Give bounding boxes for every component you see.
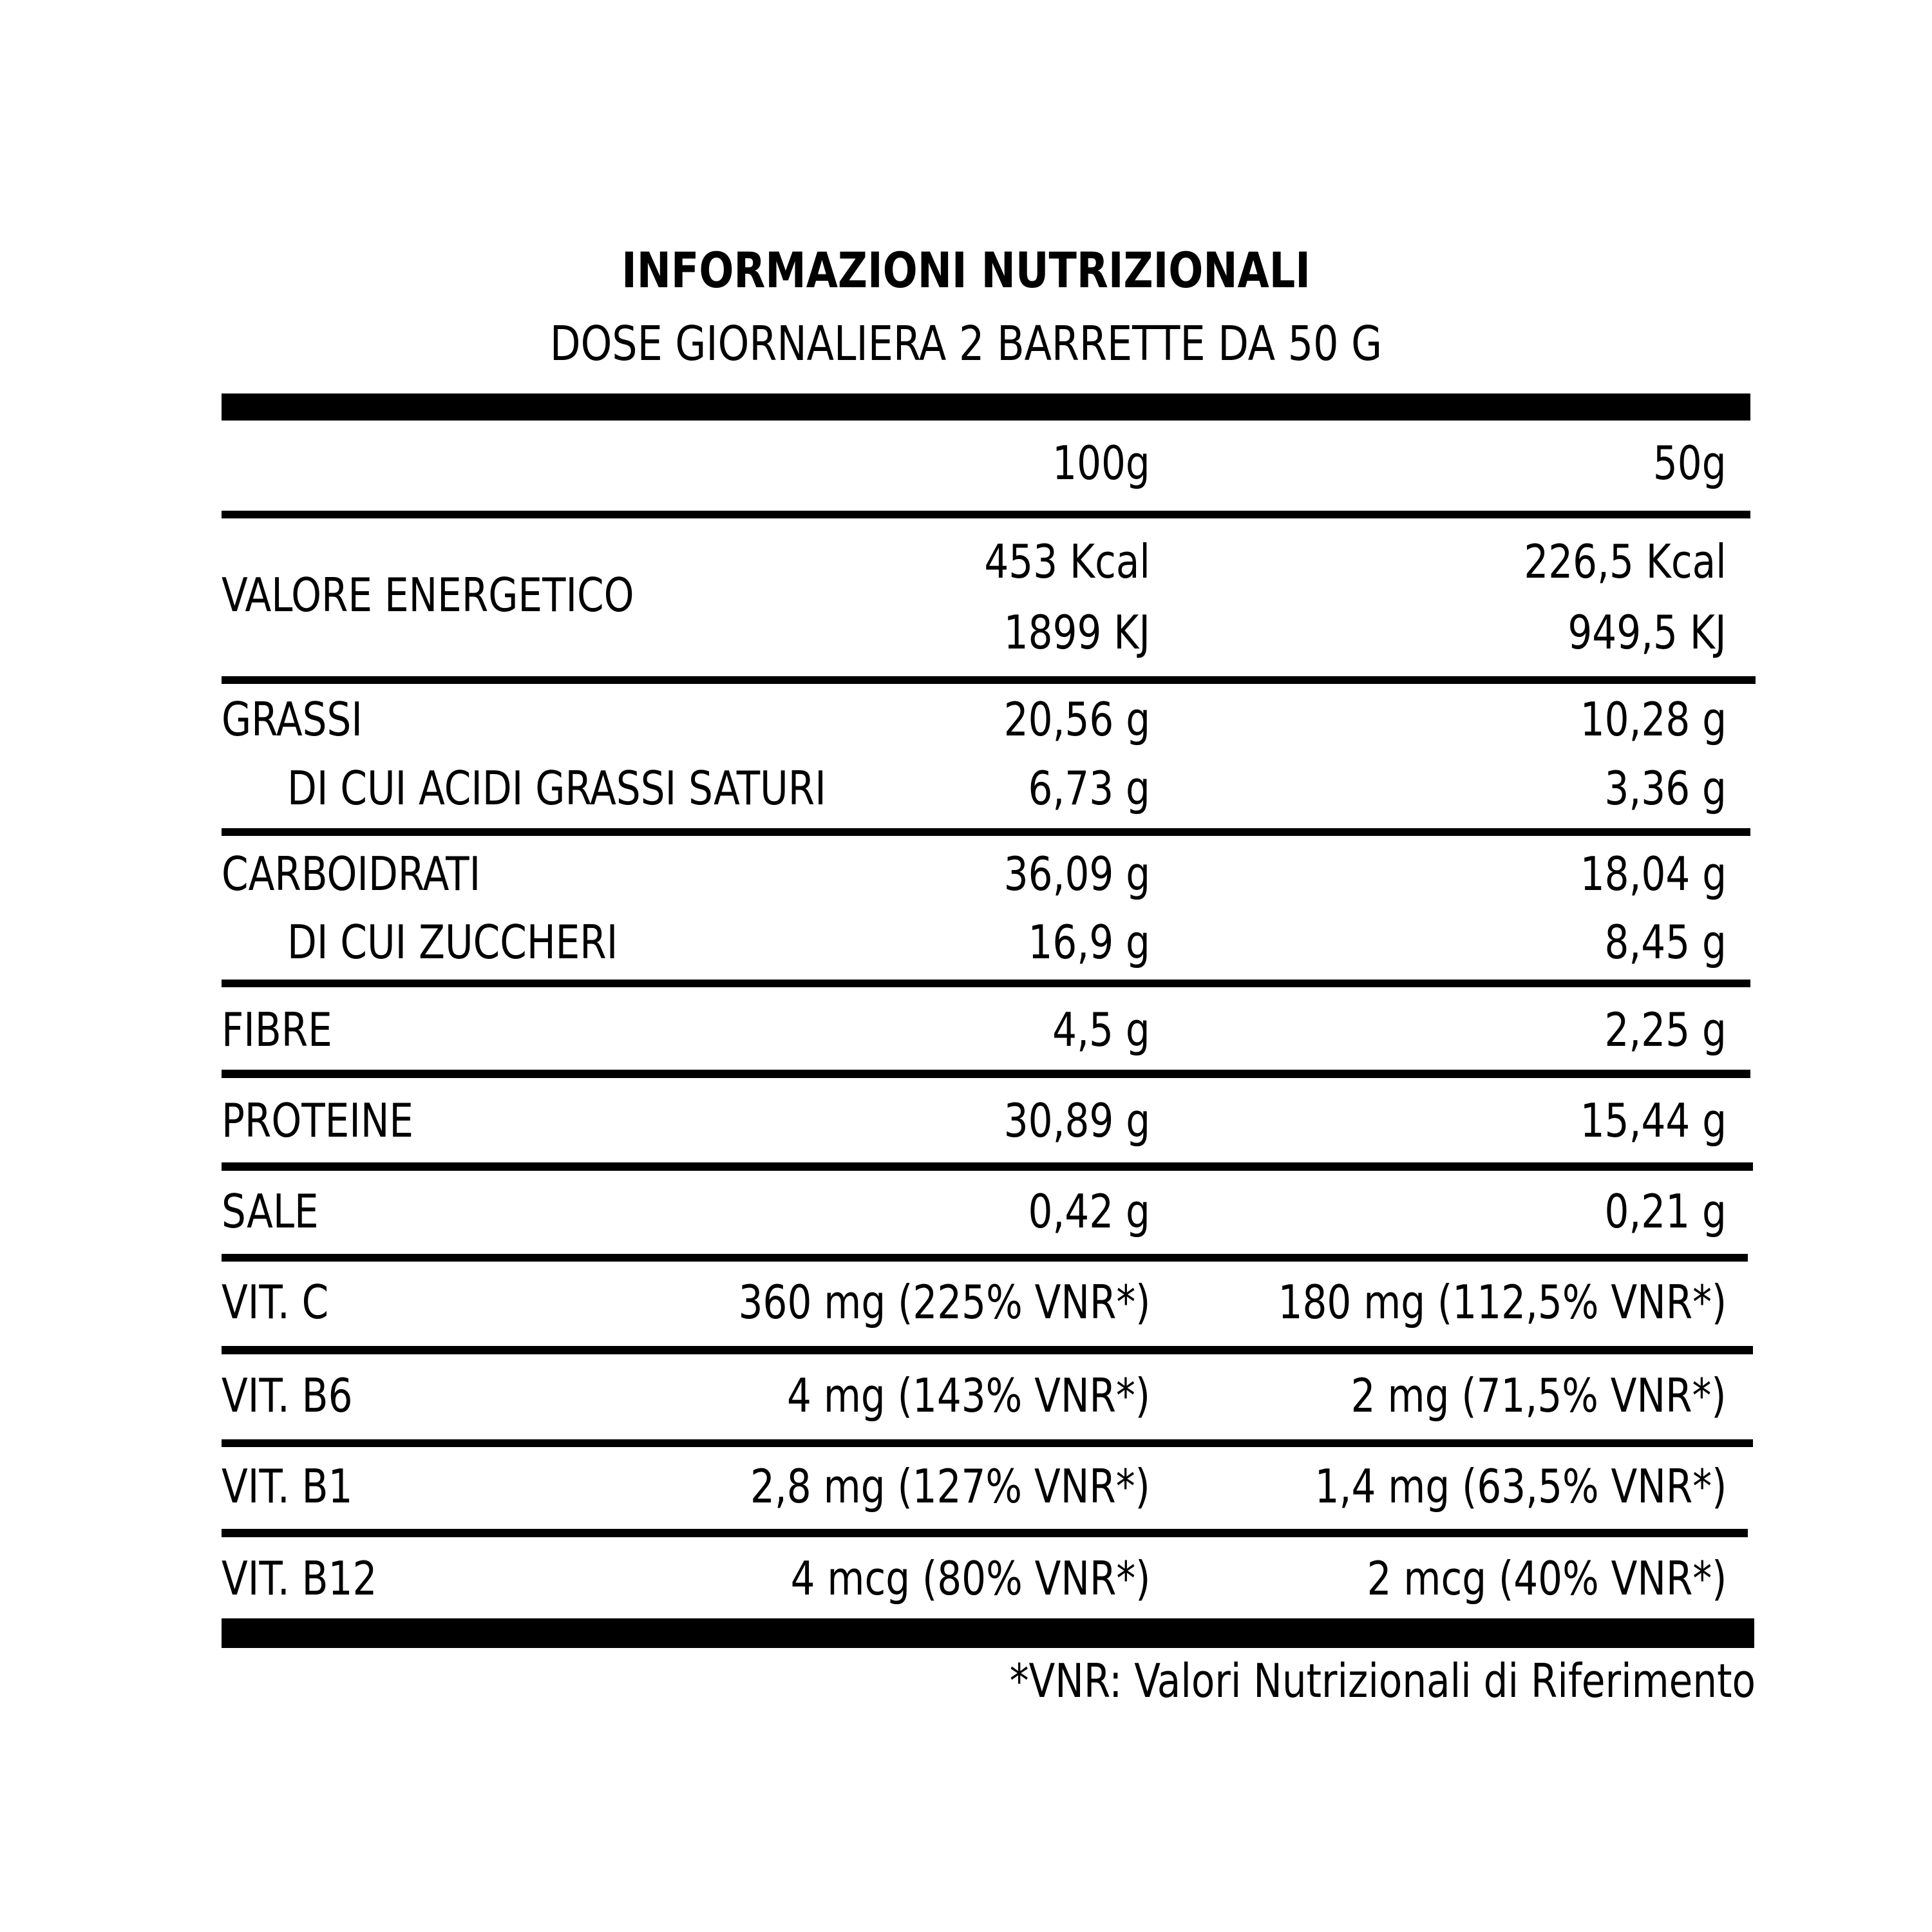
column-header-50g: 50g: [1653, 436, 1727, 490]
value-100g: 360 mg (225% VNR*): [738, 1275, 1150, 1329]
row-label: PROTEINE: [222, 1094, 414, 1148]
bottom-thick-divider: [222, 1618, 1754, 1648]
value-50g: 2 mcg (40% VNR*): [1367, 1551, 1727, 1605]
value-100g: 4 mg (143% VNR*): [787, 1368, 1150, 1423]
row-label: FIBRE: [222, 1003, 332, 1057]
row-label: VIT. B12: [222, 1551, 377, 1605]
row-label: VIT. B6: [222, 1368, 353, 1423]
value-100g: 2,8 mg (127% VNR*): [750, 1459, 1150, 1513]
value-50g: 18,04 g: [1580, 847, 1727, 901]
row-divider: [222, 1439, 1753, 1447]
row-label: GRASSI: [222, 692, 363, 746]
page-title: INFORMAZIONI NUTRIZIONALI: [621, 242, 1311, 299]
page-subtitle: DOSE GIORNALIERA 2 BARRETTE DA 50 G: [549, 316, 1383, 372]
row-divider: [222, 1529, 1748, 1537]
value-100g: 20,56 g: [1003, 692, 1150, 746]
value-100g-kcal: 453 Kcal: [984, 535, 1150, 589]
value-100g: 0,42 g: [1028, 1184, 1150, 1238]
value-100g-kj: 1899 KJ: [1003, 605, 1150, 659]
value-100g: 16,9 g: [1028, 915, 1150, 969]
value-50g: 2 mg (71,5% VNR*): [1351, 1368, 1727, 1423]
row-divider: [222, 676, 1756, 684]
value-50g: 8,45 g: [1604, 915, 1727, 969]
row-divider: [222, 980, 1750, 987]
row-divider: [222, 1346, 1753, 1354]
row-label: VIT. B1: [222, 1459, 353, 1513]
value-100g: 30,89 g: [1003, 1094, 1150, 1148]
row-label: VIT. C: [222, 1275, 329, 1329]
value-100g: 4,5 g: [1052, 1003, 1150, 1057]
row-divider: [222, 511, 1750, 518]
value-50g: 0,21 g: [1604, 1184, 1727, 1238]
row-divider: [222, 1162, 1753, 1171]
value-100g: 6,73 g: [1028, 761, 1150, 815]
value-50g-kj: 949,5 KJ: [1567, 605, 1727, 659]
value-100g: 36,09 g: [1003, 847, 1150, 901]
row-divider: [222, 1070, 1750, 1078]
row-label: CARBOIDRATI: [222, 847, 481, 901]
row-label: VALORE ENERGETICO: [222, 568, 634, 622]
row-label: DI CUI ACIDI GRASSI SATURI: [287, 761, 826, 815]
value-100g: 4 mcg (80% VNR*): [790, 1551, 1150, 1605]
top-thick-divider: [222, 393, 1750, 421]
value-50g: 3,36 g: [1604, 761, 1727, 815]
value-50g: 15,44 g: [1580, 1094, 1727, 1148]
value-50g: 10,28 g: [1580, 692, 1727, 746]
row-label: DI CUI ZUCCHERI: [287, 915, 618, 969]
value-50g: 1,4 mg (63,5% VNR*): [1314, 1459, 1727, 1513]
value-50g-kcal: 226,5 Kcal: [1524, 535, 1727, 589]
footnote: *VNR: Valori Nutrizionali di Riferimento: [1009, 1654, 1756, 1708]
value-50g: 180 mg (112,5% VNR*): [1278, 1275, 1727, 1329]
row-divider: [222, 828, 1750, 836]
row-divider: [222, 1254, 1748, 1262]
column-header-100g: 100g: [1052, 436, 1150, 490]
row-label: SALE: [222, 1184, 319, 1238]
value-50g: 2,25 g: [1604, 1003, 1727, 1057]
